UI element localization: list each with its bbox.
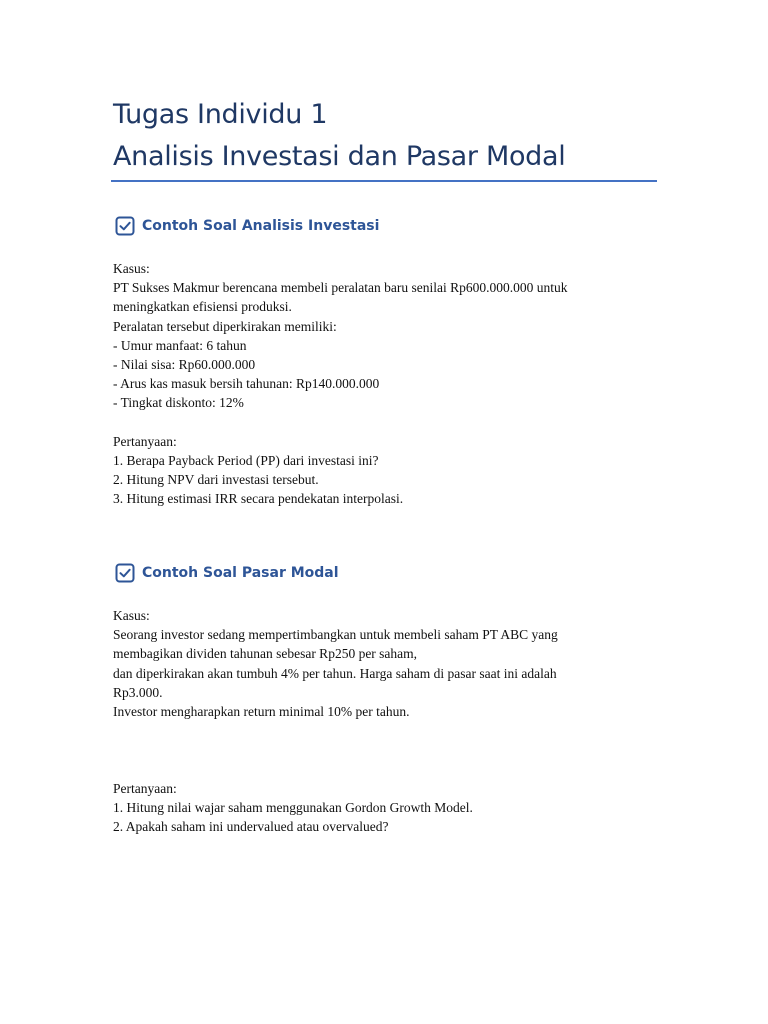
- question-label: Pertanyaan:: [113, 433, 177, 449]
- case-line: membagikan dividen tahunan sebesar Rp250 per saham,: [113, 646, 418, 662]
- case-line: - Umur manfaat: 6 tahun: [113, 337, 247, 353]
- question-item: 2. Apakah saham ini undervalued atau overvalued?: [113, 819, 389, 835]
- case-line: - Nilai sisa: Rp60.000.000: [113, 356, 256, 372]
- case-label: Kasus:: [113, 608, 150, 623]
- checkbox-checked-icon: [114, 215, 136, 237]
- question-item: 2. Hitung NPV dari investasi tersebut.: [113, 472, 319, 488]
- section-heading-text: Contoh Soal Analisis Investasi: [142, 218, 380, 234]
- case-line: dan diperkirakan akan tumbuh 4% per tahun. Harga saham di pasar saat ini adalah: [113, 665, 557, 681]
- question-item: 1. Berapa Payback Period (PP) dari investasi ini?: [113, 452, 379, 468]
- paragraph-gap: [113, 760, 633, 779]
- section-1-body: [113, 259, 633, 508]
- paragraph-gap: [113, 740, 633, 759]
- case-line: Rp3.000.: [113, 684, 163, 700]
- section-2-body: [113, 606, 633, 836]
- case-line: - Arus kas masuk bersih tahunan: Rp140.000.000: [113, 376, 380, 392]
- section-heading-pasar-modal: [114, 561, 339, 585]
- paragraph-gap: [113, 721, 633, 740]
- document-title: [113, 94, 658, 178]
- case-line: PT Sukses Makmur berencana membeli peralatan baru senilai Rp600.000.000 untuk: [113, 280, 568, 296]
- checkbox-checked-icon: [114, 562, 136, 584]
- title-line-1: Tugas Individu 1: [113, 99, 328, 130]
- section-heading-analisis-investasi: [114, 214, 379, 238]
- question-item: 1. Hitung nilai wajar saham menggunakan Gordon Growth Model.: [113, 799, 473, 815]
- section-heading-text: Contoh Soal Pasar Modal: [142, 565, 339, 581]
- case-line: - Tingkat diskonto: 12%: [113, 395, 244, 411]
- title-underline: [111, 180, 657, 182]
- case-line: Seorang investor sedang mempertimbangkan untuk membeli saham PT ABC yang: [113, 627, 558, 643]
- question-label: Pertanyaan:: [113, 780, 177, 796]
- case-label: Kasus:: [113, 261, 150, 276]
- case-line: Peralatan tersebut diperkirakan memiliki:: [113, 318, 337, 334]
- case-line: Investor mengharapkan return minimal 10% per tahun.: [113, 703, 410, 719]
- title-line-2: Analisis Investasi dan Pasar Modal: [113, 141, 566, 172]
- paragraph-gap: [113, 413, 633, 432]
- case-line: meningkatkan efisiensi produksi.: [113, 299, 292, 315]
- question-item: 3. Hitung estimasi IRR secara pendekatan interpolasi.: [113, 491, 404, 507]
